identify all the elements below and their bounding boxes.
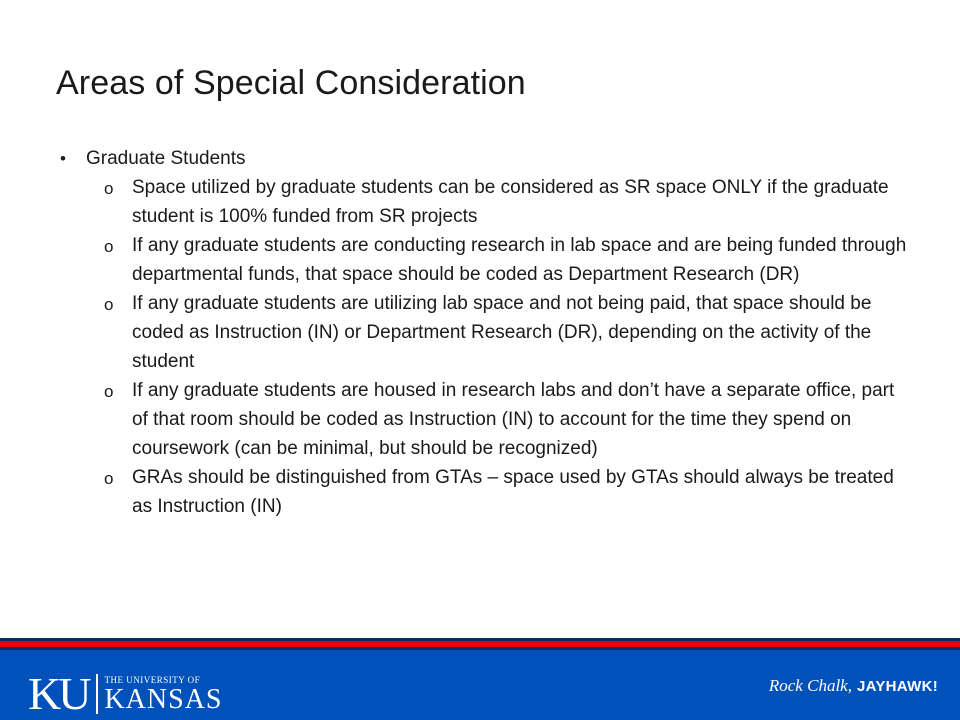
sub-bullet-text: If any graduate students are housed in research labs and don’t have a separate office, part of that room should be coded as Instruction (IN) to account for the time they spend on coursework (can be minimal, but should be recognized)	[132, 380, 895, 459]
ku-logo-big-text: KANSAS	[104, 683, 223, 715]
sub-bullet-item	[104, 289, 910, 376]
ku-logo-monogram: KU	[28, 668, 89, 719]
sub-bullet-list	[60, 173, 910, 521]
circle-bullet-icon: o	[104, 469, 114, 488]
slide-content	[60, 144, 910, 521]
ku-logo-wordmark	[104, 675, 222, 714]
circle-bullet-icon: o	[104, 179, 114, 198]
bullet-graduate-students	[60, 144, 910, 173]
sub-bullet-text: If any graduate students are conducting research in lab space and are being funded through departmental funds, that space should be coded as Department Research (DR)	[132, 235, 907, 285]
circle-bullet-icon: o	[104, 382, 114, 401]
sub-bullet-item	[104, 463, 910, 521]
footer-band	[0, 650, 960, 720]
ku-logo-divider	[96, 674, 98, 714]
circle-bullet-icon: o	[104, 237, 114, 256]
sub-bullet-text: GRAs should be distinguished from GTAs – space used by GTAs should always be treated as Instruction (IN)	[132, 467, 894, 517]
sub-bullet-item	[104, 376, 910, 463]
slide-title: Areas of Special Consideration	[56, 64, 526, 102]
sub-bullet-text: Space utilized by graduate students can be considered as SR space ONLY if the graduate student is 100% funded from SR projects	[132, 177, 889, 227]
tagline-bold-text: JAYHAWK!	[856, 678, 938, 695]
sub-bullet-item	[104, 231, 910, 289]
circle-bullet-icon: o	[104, 295, 114, 314]
ku-logo	[28, 670, 222, 718]
sub-bullet-text: If any graduate students are utilizing lab space and not being paid, that space should be coded as Instruction (IN) or Department Research (DR), depending on the activity of the student	[132, 293, 872, 372]
footer-bar	[0, 638, 960, 720]
ku-logo-small-text: THE UNIVERSITY OF	[104, 674, 201, 685]
bullet-dot-icon: •	[60, 149, 66, 168]
footer-tagline	[769, 676, 938, 696]
bullet-label: Graduate Students	[86, 148, 246, 169]
sub-bullet-item	[104, 173, 910, 231]
tagline-script-text: Rock Chalk,	[768, 676, 852, 695]
